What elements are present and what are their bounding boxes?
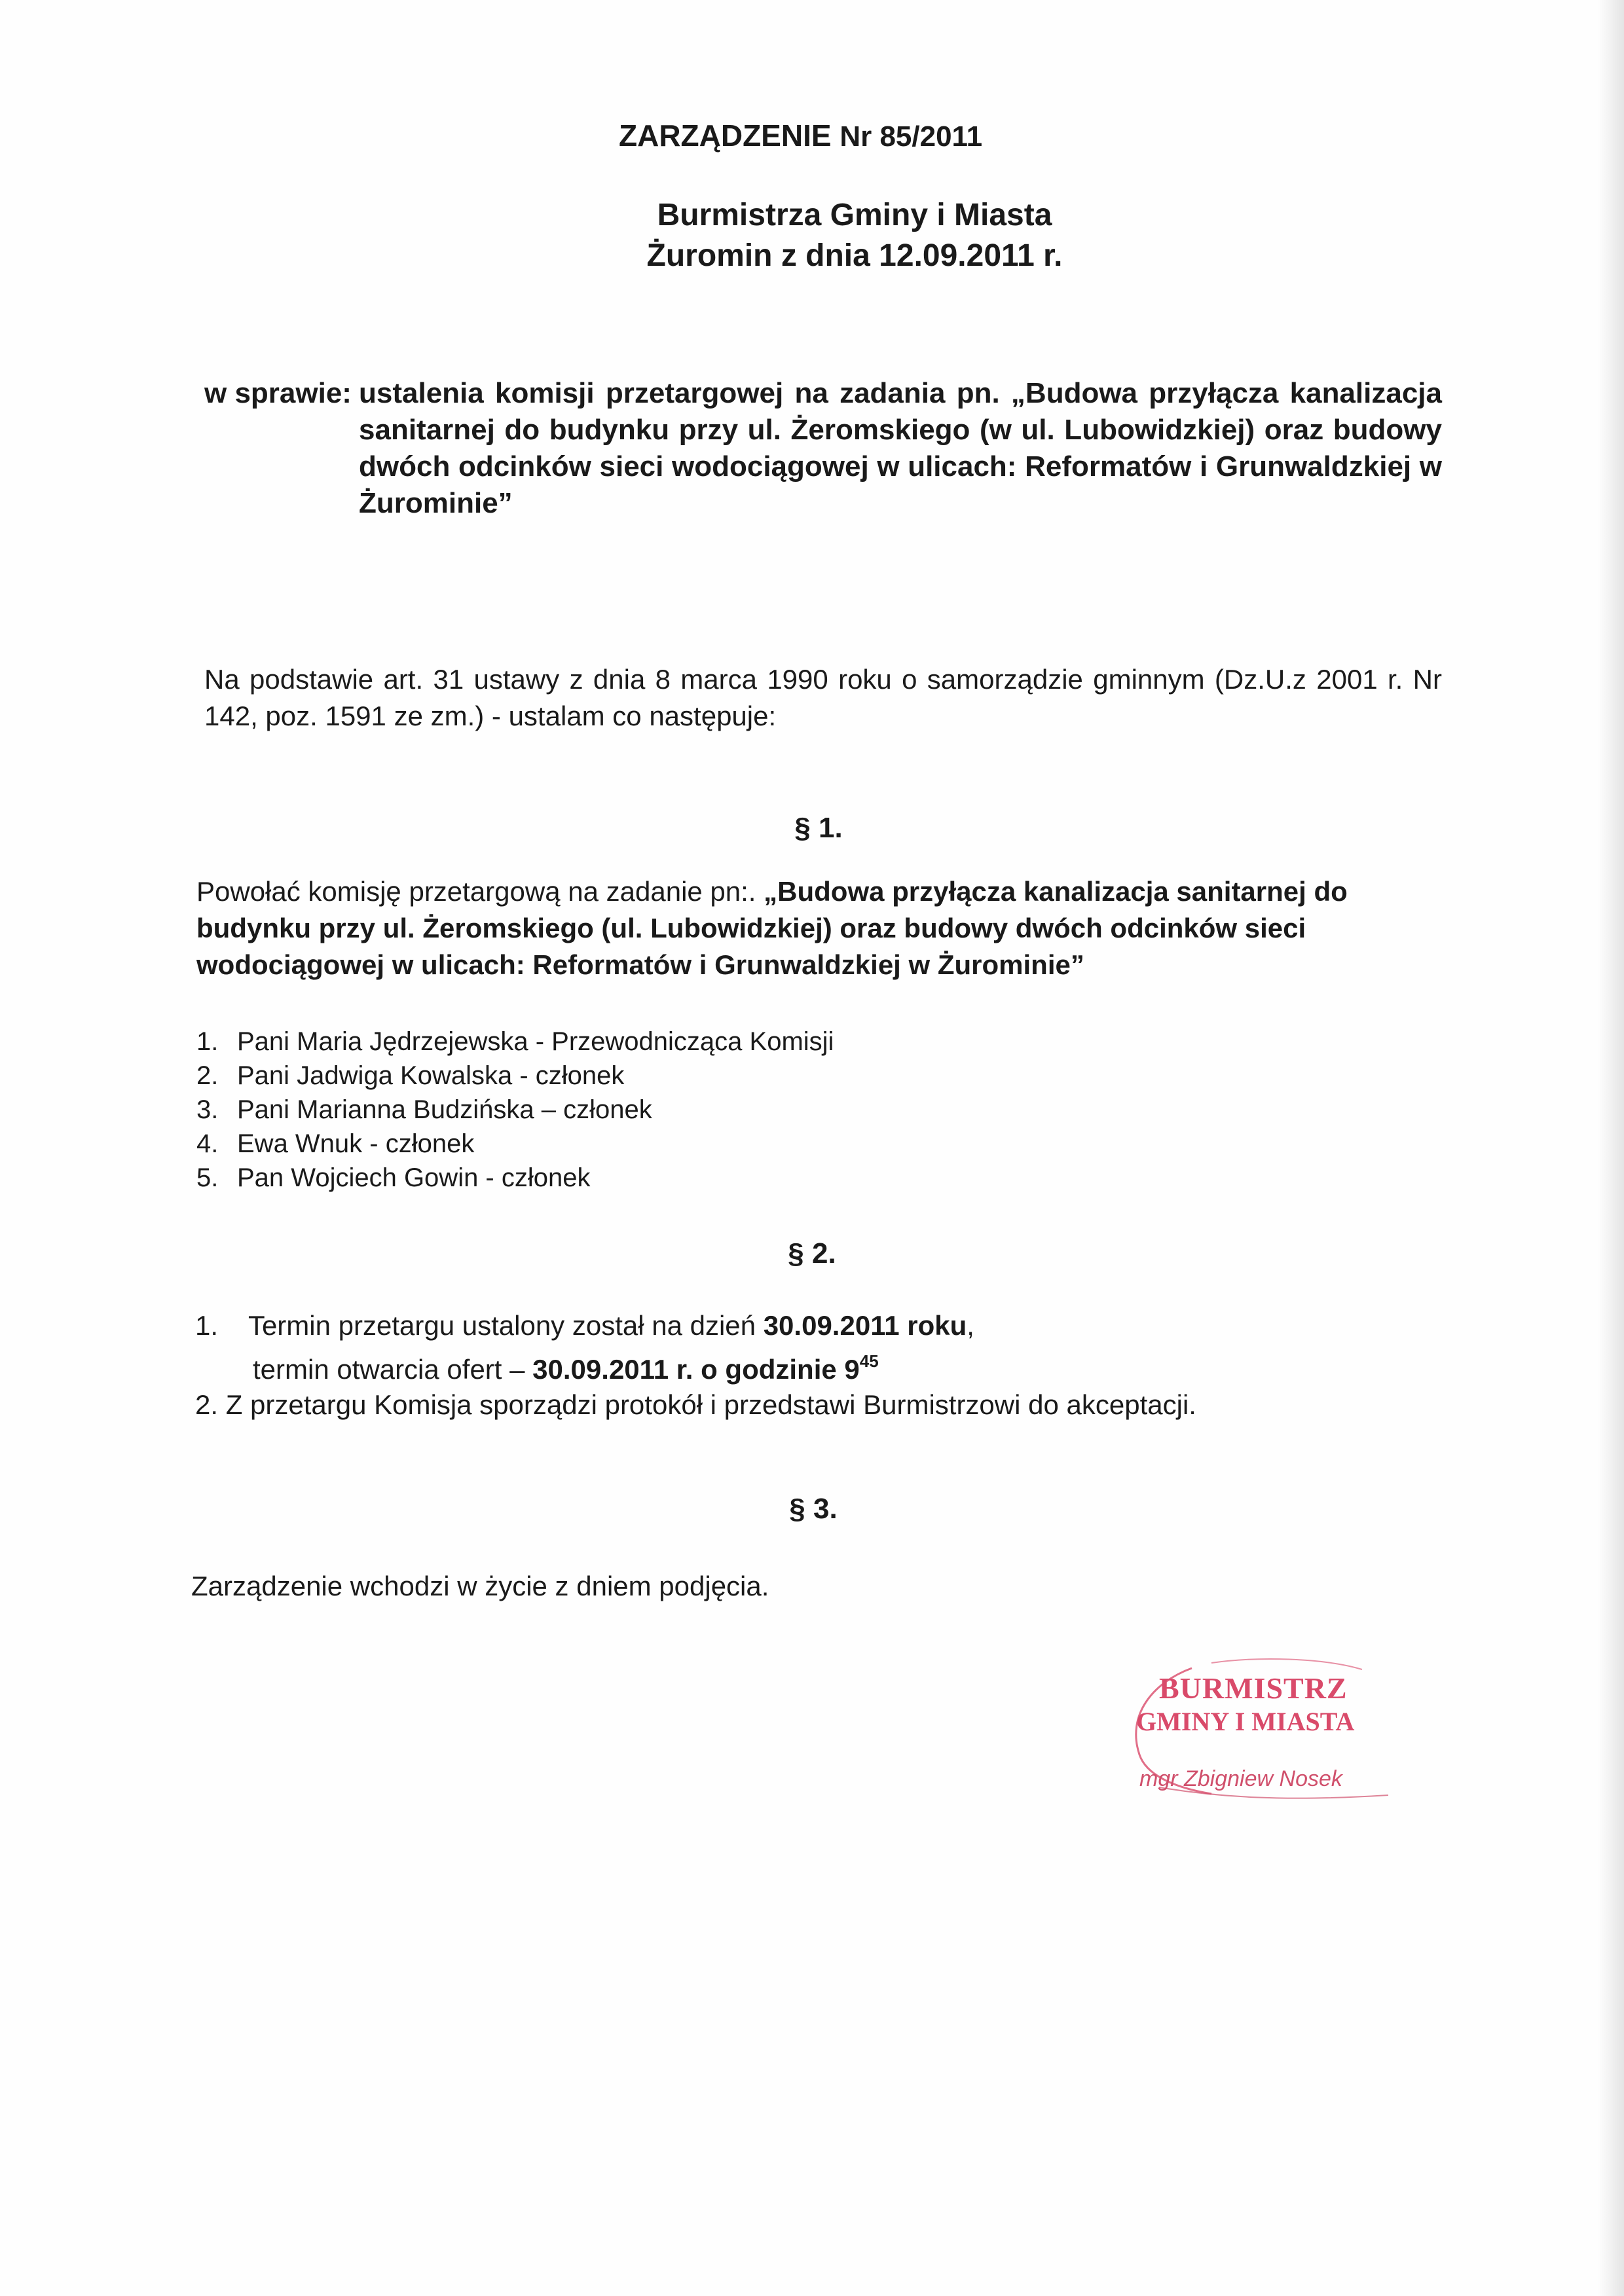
opening-datetime-text: 30.09.2011 r. o godzinie 9 (532, 1354, 860, 1385)
signature: mgr Zbigniew Nosek (1139, 1766, 1342, 1791)
appointment-paragraph (196, 873, 1441, 983)
list-number: 2. (196, 1061, 219, 1090)
issuer-line-2: Żuromin z dnia 12.09.2011 r. (646, 238, 1063, 273)
section-3-sign: § 3. (789, 1493, 838, 1525)
scan-edge-shadow (1598, 0, 1624, 2296)
task-name: „Budowa przyłącza kanalizacja sanitarnej do budynku przy ul. Żeromskiego (ul. Lubowidzkiej) oraz budowy dwóch odcinków sieci wodociągowej w ulicach: Reformatów i Grunwaldzkiej w Żurominie” (196, 876, 1348, 980)
list-item (196, 1025, 1179, 1059)
appointment-intro: Powołać komisję przetargową na zadanie pn:. (196, 876, 756, 907)
stamp-line-1: BURMISTRZ (1159, 1671, 1348, 1705)
member-text: Pani Jadwiga Kowalska - członek (237, 1061, 625, 1090)
title-word: ZARZĄDZENIE (619, 118, 832, 153)
member-text: Pani Marianna Budzińska – członek (237, 1095, 652, 1124)
section-1-sign: § 1. (794, 812, 843, 844)
mayor-stamp (1113, 1656, 1414, 1820)
subject-block (204, 375, 1442, 522)
point-1-comma: , (967, 1310, 974, 1341)
entry-into-force: Zarządzenie wchodzi w życie z dniem podjęcia. (191, 1571, 769, 1601)
stamp-line-2: GMINY I MIASTA (1136, 1707, 1355, 1736)
list-number: 1. (196, 1027, 219, 1056)
subject-label: w sprawie: (204, 377, 352, 409)
opening-text: termin otwarcia ofert – (253, 1354, 525, 1385)
list-number: 5. (196, 1163, 219, 1192)
issuer-line-1: Burmistrza Gminy i Miasta (657, 198, 1052, 232)
point-1-number: 1. (195, 1310, 219, 1341)
subject-text: ustalenia komisji przetargowej na zadania pn. „Budowa przyłącza kanalizacja sanitarnej do budynku przy ul. Żeromskiego (w ul. Lubowidzkiej) oraz budowy dwóch odcinków sieci wodociągowej w ulicach: Reformatów i Grunwaldzkiej w Żurominie” (359, 377, 1442, 519)
section-2-points (195, 1308, 1439, 1423)
member-text: Ewa Wnuk - członek (237, 1129, 475, 1158)
point-1 (195, 1308, 1439, 1343)
list-item (196, 1161, 1179, 1195)
document-title (619, 118, 1077, 153)
member-text: Pan Wojciech Gowin - członek (237, 1163, 591, 1192)
list-item (196, 1059, 1179, 1093)
point-2: 2. Z przetargu Komisja sporządzi protokół i przedstawi Burmistrzowi do akceptacji. (195, 1389, 1196, 1420)
title-number: Nr 85/2011 (840, 120, 983, 153)
issuer-block (609, 195, 1100, 276)
list-item (196, 1127, 1179, 1161)
list-item (196, 1093, 1179, 1127)
point-1-continuation (195, 1343, 1439, 1387)
opening-minutes: 45 (859, 1351, 879, 1371)
opening-datetime (532, 1351, 879, 1385)
list-number: 3. (196, 1095, 219, 1124)
section-2-sign: § 2. (788, 1237, 836, 1269)
point-1-text: Termin przetargu ustalony został na dzień (248, 1310, 756, 1341)
legal-basis: Na podstawie art. 31 ustawy z dnia 8 marca 1990 roku o samorządzie gminnym (Dz.U.z 2001 r. Nr 142, poz. 1591 ze zm.) - ustalam co następuje: (204, 664, 1442, 731)
committee-members-list (196, 1025, 1179, 1195)
tender-date: 30.09.2011 roku (763, 1310, 967, 1341)
list-number: 4. (196, 1129, 219, 1158)
member-text: Pani Maria Jędrzejewska - Przewodnicząca Komisji (237, 1027, 834, 1056)
